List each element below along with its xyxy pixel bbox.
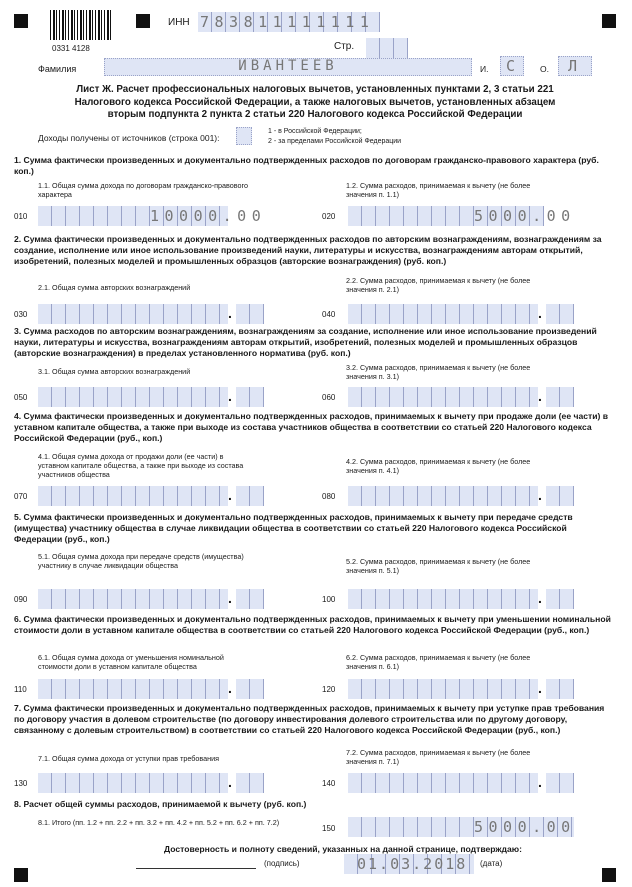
line-7-2-label: 7.2. Сумма расходов, принимаемая к вычету (не более значения п. 7.1): [346, 748, 531, 766]
line-020-code: 020: [322, 212, 336, 221]
line-110-code: 110: [14, 685, 27, 694]
line-6-1-label: 6.1. Общая сумма дохода от уменьшения номинальной стоимости доли в уставном капитале общества: [38, 653, 224, 671]
line-090-kopecks-field[interactable]: [236, 589, 264, 609]
income-source-option-1: 1 - в Российской Федерации;: [268, 128, 362, 135]
line-140-decimal-point: .: [538, 774, 542, 790]
line-110-rubles-field[interactable]: [38, 679, 228, 699]
initial-i-label: И.: [480, 64, 489, 74]
corner-marker-top-center: [136, 14, 150, 28]
corner-marker-top-right: [602, 14, 616, 28]
line-100-rubles-field[interactable]: [348, 589, 538, 609]
line-5-2-label: 5.2. Сумма расходов, принимаемая к вычету (не более значения п. 5.1): [346, 557, 531, 575]
line-1-1-label: 1.1. Общая сумма дохода по договорам гражданско-правового характера: [38, 181, 248, 199]
section-1-title: 1. Сумма фактически произведенных и документально подтвержденных расходов по договорам гражданско-правового характера (руб. коп.): [14, 155, 599, 176]
line-140-code: 140: [322, 779, 336, 788]
line-100-code: 100: [322, 595, 336, 604]
line-090-code: 090: [14, 595, 28, 604]
line-1-2-label: 1.2. Сумма расходов, принимаемая к вычету (не более значения п. 1.1): [346, 181, 531, 199]
line-130-kopecks-field[interactable]: [236, 773, 264, 793]
date-label: (дата): [480, 859, 503, 868]
line-150-value: 5000.00: [474, 818, 576, 836]
inn-label: ИНН: [168, 17, 190, 28]
line-3-1-label: 3.1. Общая сумма авторских вознаграждений: [38, 367, 191, 376]
barcode: [50, 10, 112, 40]
line-060-decimal-point: .: [538, 388, 542, 404]
line-110-kopecks-field[interactable]: [236, 679, 264, 699]
line-030-code: 030: [14, 310, 28, 319]
section-2-title: 2. Сумма фактически произведенных и документально подтвержденных расходов по авторским вознаграждениям, вознаграждениям за создание, исполнение или иное использование произведений науки, литературы и искусства, вознаграждениям авторам открытий, изобретений, полезных моделей и промышленных образцов (авторские вознаграждения) (руб. коп.): [14, 234, 602, 266]
line-5-1-label: 5.1. Общая сумма дохода при передаче средств (имущества) участнику в случае ликвидации общества: [38, 552, 244, 570]
line-040-code: 040: [322, 310, 336, 319]
line-140-kopecks-field[interactable]: [546, 773, 574, 793]
line-070-kopecks-field[interactable]: [236, 486, 264, 506]
line-070-code: 070: [14, 492, 28, 501]
line-050-decimal-point: .: [228, 388, 232, 404]
line-2-1-label: 2.1. Общая сумма авторских вознаграждений: [38, 283, 191, 292]
line-150-code: 150: [322, 824, 336, 833]
line-060-code: 060: [322, 393, 336, 402]
line-050-kopecks-field[interactable]: [236, 387, 264, 407]
line-070-decimal-point: .: [228, 487, 232, 503]
line-020-value: 5000.00: [474, 207, 576, 225]
line-130-code: 130: [14, 779, 28, 788]
line-030-rubles-field[interactable]: [38, 304, 228, 324]
page-label: Стр.: [334, 41, 355, 52]
section-4-title: 4. Сумма фактически произведенных и документально подтвержденных расходов, принимаемых к вычету при продаже доли (ее части) в уставном капитале общества, а также при выходе из состава участников общества в соответствии со статьей 220 Налогового кодекса Российской Федерации (руб., коп.): [14, 411, 609, 443]
surname-value: ИВАНТЕЕВ: [238, 58, 338, 74]
line-140-rubles-field[interactable]: [348, 773, 538, 793]
line-3-2-label: 3.2. Сумма расходов, принимаемая к вычету (не более значения п. 3.1): [346, 363, 531, 381]
surname-label: Фамилия: [38, 64, 77, 74]
line-100-kopecks-field[interactable]: [546, 589, 574, 609]
section-8-title: 8. Расчет общей суммы расходов, принимаемой к вычету (руб. коп.): [14, 799, 307, 809]
inn-value: 783811111111: [200, 13, 375, 31]
initial-o-value: Л: [568, 57, 583, 75]
line-120-decimal-point: .: [538, 680, 542, 696]
section-5-title: 5. Сумма фактически произведенных и документально подтвержденных расходов, принимаемых к вычету при передаче средств (имущества) участнику общества в случае ликвидации общества в соответствии со статьей 220 Налогового кодекса Российской Федерации (руб., коп.): [14, 512, 573, 544]
corner-marker-bottom-right: [602, 868, 616, 882]
corner-marker-top-left: [14, 14, 28, 28]
line-050-rubles-field[interactable]: [38, 387, 228, 407]
line-010-code: 010: [14, 212, 28, 221]
line-090-decimal-point: .: [228, 590, 232, 606]
line-060-kopecks-field[interactable]: [546, 387, 574, 407]
line-080-rubles-field[interactable]: [348, 486, 538, 506]
line-040-rubles-field[interactable]: [348, 304, 538, 324]
line-4-1-label: 4.1. Общая сумма дохода от продажи доли (ее части) в уставном капитале общества, а также при выходе из состава участников общества: [38, 452, 244, 479]
income-source-label: Доходы получены от источников (строка 001):: [38, 133, 220, 143]
confirmation-text: Достоверность и полноту сведений, указанных на данной странице, подтверждаю:: [164, 844, 522, 854]
section-3-title: 3. Сумма расходов по авторским вознаграждениям, вознаграждениям за создание, исполнение или иное использование произведений науки, литературы и искусства, вознаграждениям авторам открытий, изобретений, полезных моделей и промышленных образцов (авторские вознаграждения) в пределах установленного норматива (руб. коп.): [14, 326, 597, 358]
line-120-rubles-field[interactable]: [348, 679, 538, 699]
initial-o-label: О.: [540, 64, 549, 74]
line-060-rubles-field[interactable]: [348, 387, 538, 407]
line-130-rubles-field[interactable]: [38, 773, 228, 793]
line-070-rubles-field[interactable]: [38, 486, 228, 506]
corner-marker-bottom-left: [14, 868, 28, 882]
line-030-decimal-point: .: [228, 305, 232, 321]
signature-label: (подпись): [264, 859, 300, 868]
line-080-code: 080: [322, 492, 336, 501]
income-source-field[interactable]: [236, 127, 252, 145]
line-120-kopecks-field[interactable]: [546, 679, 574, 699]
line-100-decimal-point: .: [538, 590, 542, 606]
line-6-2-label: 6.2. Сумма расходов, принимаемая к вычету (не более значения п. 6.1): [346, 653, 531, 671]
sheet-title: Лист Ж. Расчет профессиональных налоговых вычетов, установленных пунктами 2, 3 статьи 221 Налогового кодекса Российской Федерации, а также налоговых вычетов, установленных абзацем вторым подпункта 2 пункта 2 статьи 220 Налогового кодекса Российской Федерации: [74, 84, 556, 120]
line-4-2-label: 4.2. Сумма расходов, принимаемая к вычету (не более значения п. 4.1): [346, 457, 531, 475]
line-110-decimal-point: .: [228, 680, 232, 696]
line-050-code: 050: [14, 393, 28, 402]
section-6-title: 6. Сумма фактически произведенных и документально подтвержденных расходов, принимаемых к вычету при уменьшении номинальной стоимости доли в уставном капитале общества в соответствии со статьей 220 Налогового кодекса Российской Федерации (руб., коп.): [14, 614, 611, 635]
page-number-field[interactable]: [366, 38, 408, 58]
line-040-decimal-point: .: [538, 305, 542, 321]
line-010-value: 10000.00: [150, 207, 267, 225]
line-080-kopecks-field[interactable]: [546, 486, 574, 506]
date-value: 01.03.2018: [357, 855, 468, 873]
signature-line[interactable]: [136, 868, 256, 869]
barcode-number: 0331 4128: [52, 44, 90, 53]
income-source-option-2: 2 - за пределами Российской Федерации: [268, 138, 402, 145]
line-030-kopecks-field[interactable]: [236, 304, 264, 324]
initial-i-value: С: [506, 57, 521, 75]
line-090-rubles-field[interactable]: [38, 589, 228, 609]
line-120-code: 120: [322, 685, 336, 694]
line-080-decimal-point: .: [538, 487, 542, 503]
line-2-2-label: 2.2. Сумма расходов, принимаемая к вычету (не более значения п. 2.1): [346, 276, 531, 294]
line-8-1-label: 8.1. Итого (пп. 1.2 + пп. 2.2 + пп. 3.2 + пп. 4.2 + пп. 5.2 + пп. 6.2 + пп. 7.2): [38, 818, 280, 827]
line-7-1-label: 7.1. Общая сумма дохода от уступки прав требования: [38, 754, 220, 763]
line-040-kopecks-field[interactable]: [546, 304, 574, 324]
line-130-decimal-point: .: [228, 774, 232, 790]
section-7-title: 7. Сумма фактически произведенных и документально подтвержденных расходов, принимаемых к вычету при уступке прав требования по договору участия в долевом строительстве (по договору инвестирования долевого строительства или по другому договору, связанному с долевым строительством) в соответствии со статьей 220 Налогового кодекса Российской Федерации (руб., коп.): [14, 703, 605, 735]
